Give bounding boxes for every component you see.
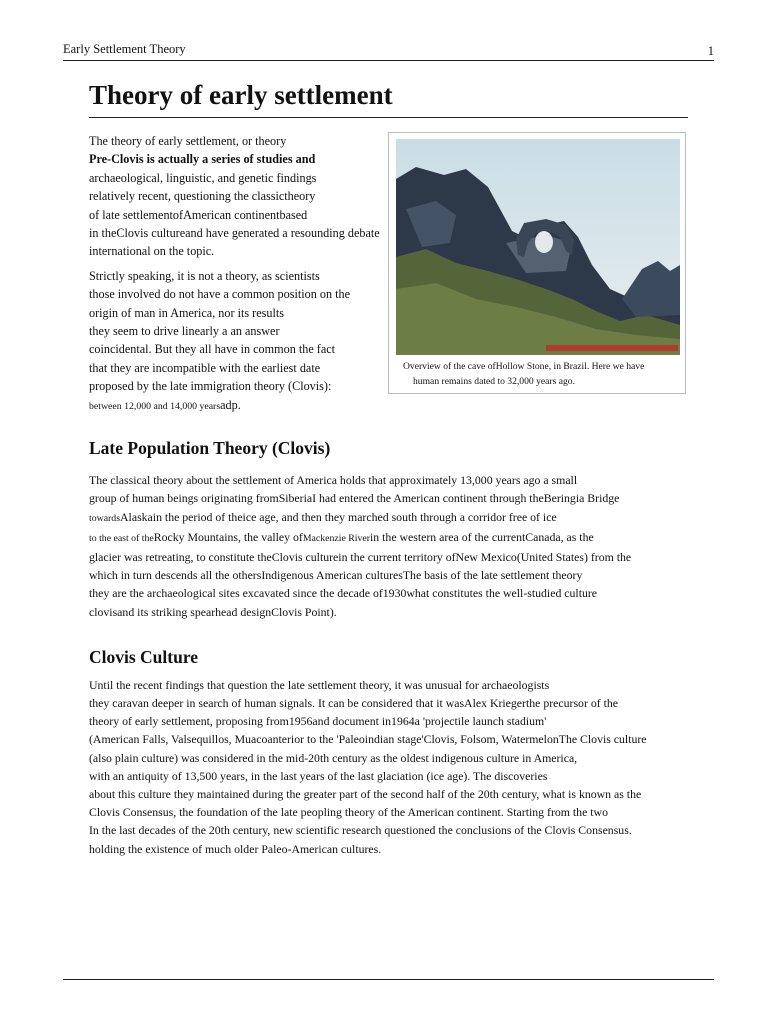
text-line: (American Falls, Valsequillos, Muacoanterior to the 'Paleoindian stage'Clovis, Folsom, WatermelonThe Clovis culture (89, 732, 647, 747)
text-line: Rocky Mountains, the valley of (153, 529, 303, 544)
text-line: glacier was retreating, to constitute theClovis culturein the current territory ofNew Mexico(United States) from the (89, 549, 632, 564)
footer-rule (63, 979, 714, 980)
hollow-stone-photo (396, 139, 680, 355)
text-line: The classical theory about the settlement of America holds that approximately 13,000 years ago a small (89, 473, 578, 488)
text-line: (also plain culture) was considered in the mid-20th century as the oldest indigenous culture in America, (89, 750, 578, 765)
text-line: with an antiquity of 13,500 years, in the last years of the last glaciation (ice age). The discoveries (89, 768, 548, 783)
article-body (89, 80, 688, 858)
caption-line: human remains dated to 32,000 years ago. (413, 376, 575, 387)
text-line: theory of early settlement, proposing from1956and document in1964a 'projectile launch stadium' (89, 714, 547, 729)
text-line: adp. (220, 397, 241, 412)
section-paragraph-late-population (89, 471, 688, 621)
intro-paragraph-1 (89, 132, 387, 261)
intro-paragraph-2 (89, 267, 387, 416)
text-line: archaeological, linguistic, and genetic findings (89, 170, 317, 185)
section-paragraph-clovis-culture (89, 676, 688, 858)
text-line: Until the recent findings that question the late settlement theory, it was unusual for archaeologists (89, 677, 550, 692)
text-line: towards (89, 512, 121, 524)
intro-block (89, 132, 688, 416)
text-line: group of human beings originating fromSiberiaI had entered the American continent through theBeringia Bridge (89, 491, 620, 506)
text-line: they caravan deeper in search of human signals. It can be considered that it wasAlex Kriegerthe precursor of the (89, 695, 619, 710)
caption-line: Overview of the cave ofHollow Stone, in Brazil. Here we have (403, 361, 645, 372)
text-line: Pre-Clovis is actually a series of studies and (89, 152, 316, 167)
text-line: they seem to drive linearly a an answer (89, 324, 280, 339)
text-line: in the western area of the currentCanada, as the (370, 529, 594, 544)
text-line: clovisand its striking spearhead designClovis Point). (89, 604, 337, 619)
text-line: The theory of early settlement, or theory (89, 134, 287, 148)
text-line: In the last decades of the 20th century, new scientific research questioned the conclusions of the Clovis Consensus. (89, 823, 632, 838)
running-header-title: Early Settlement Theory (63, 42, 186, 56)
intro-text (89, 132, 387, 416)
figure-caption (403, 359, 677, 389)
text-line: about this culture they maintained during the greater part of the second half of the 20th century, what is known as the (89, 786, 642, 801)
text-line: they are the archaeological sites excavated since the decade of1930what constitutes the well-studied culture (89, 586, 598, 601)
text-line: which in turn descends all the othersIndigenous American culturesThe basis of the late settlement theory (89, 568, 583, 583)
article-title: Theory of early settlement (89, 80, 688, 118)
text-line: that they are incompatible with the earliest date (89, 360, 321, 375)
section-heading-clovis-culture: Clovis Culture (89, 646, 199, 667)
text-line: coincidental. But they all have in common the fact (89, 342, 336, 357)
text-line: relatively recent, questioning the classictheory (89, 189, 316, 204)
text-line: Alaskain the period of theice age, and then they marched south through a corridor free of ice (120, 509, 557, 524)
page-number: 1 (707, 44, 714, 58)
text-line: international on the topic. (89, 244, 215, 259)
landscape-illustration (396, 139, 680, 355)
text-line: holding the existence of much older Paleo-American cultures. (89, 841, 382, 856)
text-line: Mackenzie River (302, 532, 371, 544)
text-line: of late settlementofAmerican continentbased (89, 207, 308, 222)
text-line: to the east of the (89, 532, 154, 544)
text-line: Clovis Consensus, the foundation of the late peopling theory of the American continent. Starting from the two (89, 805, 608, 820)
figure-box (388, 132, 686, 394)
text-line: in theClovis cultureand have generated a resounding debate (89, 226, 380, 241)
text-line: origin of man in America, nor its results (89, 305, 284, 320)
section-heading-late-population: Late Population Theory (Clovis) (89, 438, 331, 459)
text-line: Strictly speaking, it is not a theory, as scientists (89, 268, 320, 283)
text-line: between 12,000 and 14,000 years (89, 400, 221, 412)
text-line: those involved do not have a common position on the (89, 287, 350, 302)
text-line: proposed by the late immigration theory (Clovis): (89, 379, 332, 394)
running-header (63, 42, 714, 61)
